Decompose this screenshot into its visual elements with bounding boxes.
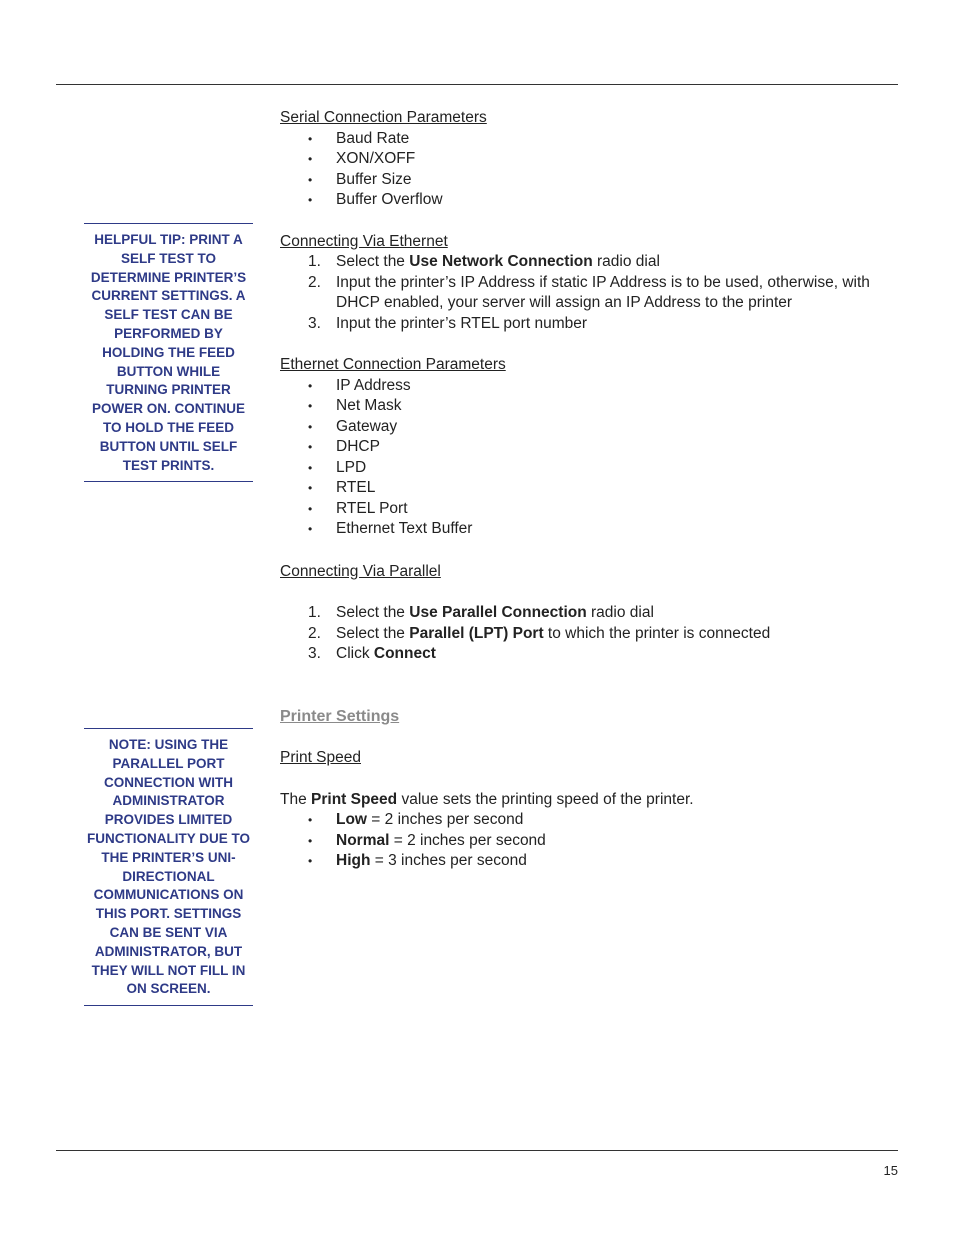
list-item: • High = 3 inches per second bbox=[280, 851, 900, 872]
page-number: 15 bbox=[883, 1163, 898, 1178]
helpful-tip-sidebar: HELPFUL TIP: PRINT A SELF TEST TO DETERMINE PRINTER’S CURRENT SETTINGS. A SELF TEST CAN BE PERFORMED BY HOLDING THE FEED BUTTON WHILE TURNING PRINTER POWER ON. CONTINUE TO HOLD THE FEED BUTTON UNTIL SELF TEST PRINTS. bbox=[84, 223, 253, 482]
list-item: 2. Input the printer’s IP Address if static IP Address is to be used, otherwise, with DHCP enabled, your server will assign an IP Address to the printer bbox=[308, 273, 870, 311]
list-item: • IP Address bbox=[280, 376, 900, 397]
header-rule bbox=[56, 84, 898, 85]
list-item: • Buffer Overflow bbox=[280, 190, 900, 211]
list-item: • RTEL Port bbox=[280, 499, 900, 520]
printer-settings-title: Printer Settings bbox=[280, 707, 400, 725]
list-item: • LPD bbox=[280, 458, 900, 479]
main-content bbox=[280, 108, 900, 872]
list-item: • Buffer Size bbox=[280, 170, 900, 191]
list-item: 2. Select the Parallel (LPT) Port to which the printer is connected bbox=[308, 624, 771, 642]
footer-rule bbox=[56, 1150, 898, 1151]
list-item: • Baud Rate bbox=[280, 129, 900, 150]
parallel-steps bbox=[280, 603, 900, 665]
list-item: • Gateway bbox=[280, 417, 900, 438]
parallel-heading: Connecting Via Parallel bbox=[280, 562, 441, 580]
list-item: 1. Select the Use Network Connection radio dial bbox=[308, 253, 660, 270]
ethernet-params-list bbox=[280, 376, 900, 540]
list-item: • DHCP bbox=[280, 437, 900, 458]
ethernet-heading: Connecting Via Ethernet bbox=[280, 232, 448, 250]
serial-params-list bbox=[280, 129, 900, 211]
list-item: • Net Mask bbox=[280, 396, 900, 417]
list-item: 1. Select the Use Parallel Connection radio dial bbox=[308, 604, 654, 621]
list-item: • Normal = 2 inches per second bbox=[280, 831, 900, 852]
list-item: 3. Input the printer’s RTEL port number bbox=[308, 314, 588, 332]
parallel-note-sidebar: NOTE: USING THE PARALLEL PORT CONNECTION WITH ADMINISTRATOR PROVIDES LIMITED FUNCTIONALITY DUE TO THE PRINTER’S UNI-DIRECTIONAL COMMUNICATIONS ON THIS PORT. SETTINGS CAN BE SENT VIA ADMINISTRATOR, BUT THEY WILL NOT FILL IN ON SCREEN. bbox=[84, 728, 253, 1006]
serial-params-heading: Serial Connection Parameters bbox=[280, 109, 487, 126]
print-speed-heading: Print Speed bbox=[280, 749, 361, 766]
list-item: • Low = 2 inches per second bbox=[280, 810, 900, 831]
ethernet-steps bbox=[280, 252, 900, 334]
list-item: • XON/XOFF bbox=[280, 149, 900, 170]
ethernet-params-heading: Ethernet Connection Parameters bbox=[280, 356, 506, 373]
list-item: • Ethernet Text Buffer bbox=[280, 519, 900, 540]
list-item: 3. Click Connect bbox=[308, 645, 436, 662]
print-speed-list bbox=[280, 810, 900, 872]
print-speed-intro: The Print Speed value sets the printing speed of the printer. bbox=[280, 790, 694, 808]
list-item: • RTEL bbox=[280, 478, 900, 499]
